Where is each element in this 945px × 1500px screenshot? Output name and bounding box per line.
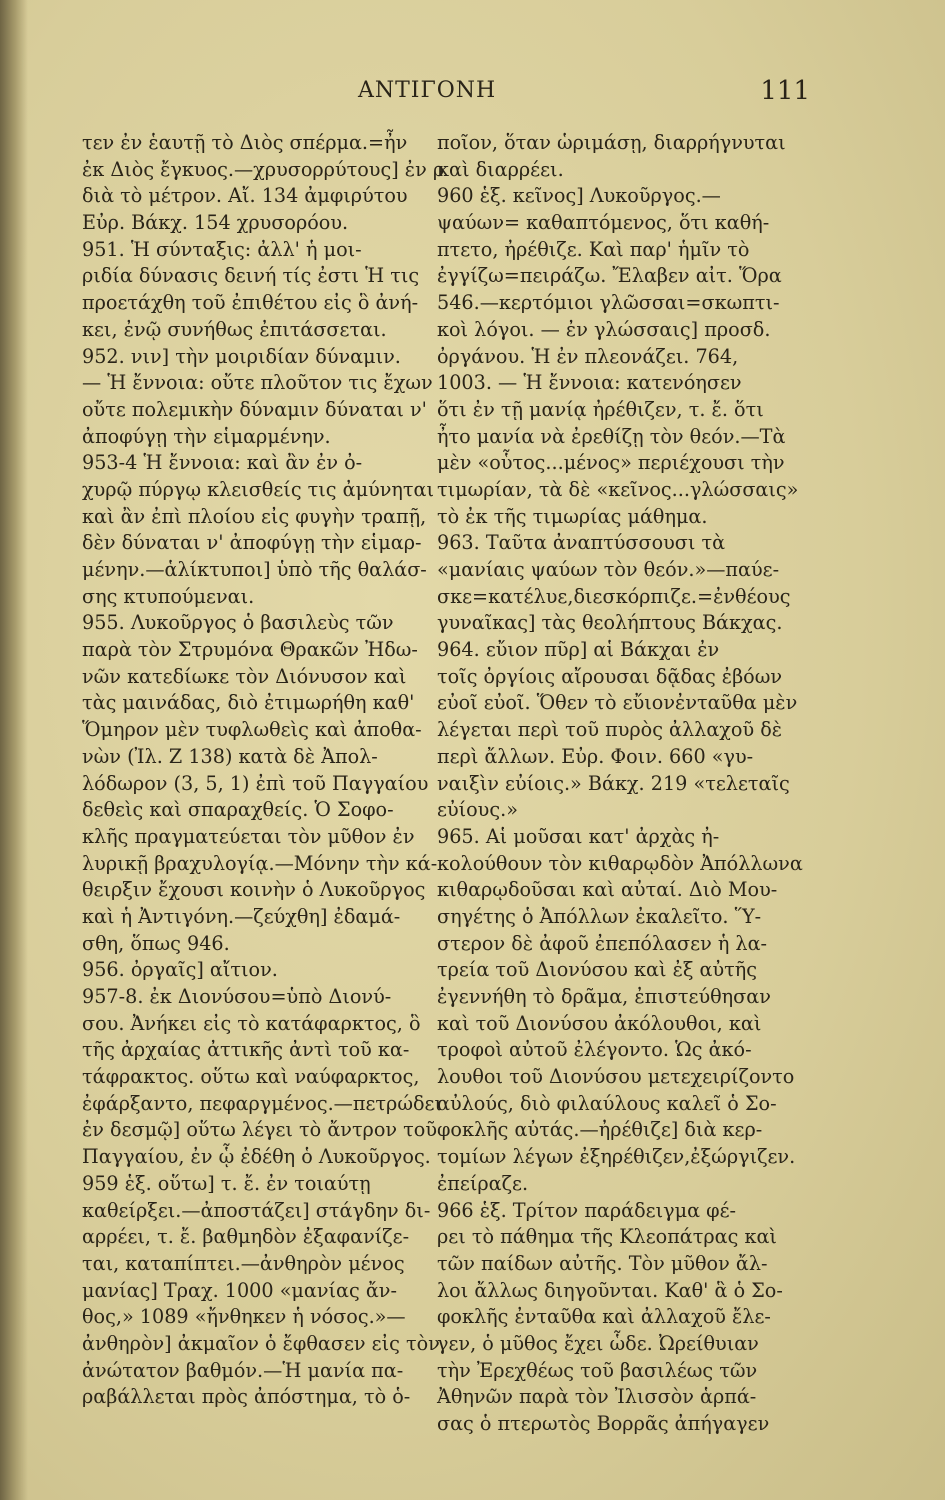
text-line: ρει τὸ πάθημα τῆς Κλεοπάτρας καὶ (437, 1225, 777, 1249)
text-line: καθείρξει.—ἀποστάζει] στάγδην δι- (82, 1198, 431, 1222)
text-line: καὶ διαρρέει. (437, 157, 564, 181)
text-line: 964. εὔιον πῦρ] αἱ Βάκχαι ἐν (437, 638, 720, 662)
text-line: σας ὁ πτερωτὸς Βορρᾶς ἀπήγαγεν (437, 1412, 770, 1435)
text-line: μανίας] Τραχ. 1000 «μανίας ἄν- (82, 1278, 397, 1302)
page-header (80, 78, 810, 110)
text-line: σκε=κατέλυε,διεσκόρπιζε.=ἐνθέους (437, 584, 791, 608)
text-line: Εὐρ. Βάκχ. 154 χρυσορόου. (82, 211, 349, 235)
text-line: θειρξιν ἔχουσι κοινὴν ὁ Λυκοῦργος (82, 878, 426, 902)
text-line: 1003. — Ἡ ἔννοια: κατενόησεν (437, 371, 742, 395)
text-line: τομίων λέγων ἐξηρέθιζεν,ἐξώργιζεν. (437, 1145, 796, 1169)
text-line: ἀνθηρὸν] ἀκμαῖον ὁ ἔφθασεν εἰς τὸν (82, 1331, 440, 1355)
text-line: τρεία τοῦ Διονύσου καὶ ἐξ αὐτῆς (437, 958, 758, 982)
text-line: φοκλῆς ἐνταῦθα καὶ ἀλλαχοῦ ἔλε- (437, 1305, 771, 1329)
text-line: ὀργάνου. Ἡ ἐν πλεονάζει. 764, (437, 344, 739, 368)
text-line: 952. νιν] τὴν μοιριδίαν δύναμιν. (82, 344, 401, 368)
text-line: κει, ἐνῷ συνήθως ἐπιτάσσεται. (82, 317, 387, 341)
text-line: Ὅμηρον μὲν τυφλωθεὶς καὶ ἀποθα- (82, 718, 422, 742)
text-line: κοὶ λόγοι. — ἐν γλώσσαις] προσδ. (437, 317, 771, 341)
text-line: 960 ἑξ. κεῖνος] Λυκοῦργος.— (437, 184, 721, 208)
text-line: γεν, ὁ μῦθος ἔχει ὧδε. Ὠρείθυιαν (437, 1331, 759, 1355)
text-line: γυναῖκας] τὰς θεολήπτους Βάκχας. (437, 611, 783, 635)
text-line: ἦτο μανία νὰ ἐρεθίζῃ τὸν θεόν.—Τὰ (437, 424, 786, 448)
running-title: ΑΝΤΙΓΟΝΗ (358, 78, 497, 103)
text-line: στερον δὲ ἀφοῦ ἐπεπόλασεν ἡ λα- (437, 931, 768, 955)
text-line: φοκλῆς αὐτάς.—ἠρέθιζε] διὰ κερ- (437, 1118, 763, 1142)
text-line: 956. ὀργαῖς] αἴτιον. (82, 958, 278, 982)
text-line: ται, καταπίπτει.—ἀνθηρὸν μένος (82, 1251, 405, 1275)
text-line: Ἀθηνῶν παρὰ τὸν Ἰλισσὸν ἁρπά- (437, 1385, 757, 1409)
text-line: 951. Ἡ σύνταξις: ἀλλ' ἡ μοι- (82, 237, 362, 261)
text-line: σης κτυπούμεναι. (82, 584, 255, 608)
left-column (82, 130, 445, 1411)
text-line: τῆς ἀρχαίας ἀττικῆς ἀντὶ τοῦ κα- (82, 1038, 410, 1062)
text-line: 953-4 Ἡ ἔννοια: καὶ ἂν ἐν ὀ- (82, 451, 363, 475)
text-line: 546.—κερτόμιοι γλῶσσαι=σκωπτι- (437, 291, 780, 315)
text-line: τάφρακτος. οὕτω καὶ ναύφαρκτος, (82, 1065, 420, 1089)
text-line: τιμωρίαν, τὰ δὲ «κεῖνος...γλώσσαις» (437, 477, 799, 501)
text-line: «μανίαις ψαύων τὸν θεόν.»—παύε- (437, 558, 780, 581)
text-line: 955. Λυκοῦργος ὁ βασιλεὺς τῶν (82, 611, 394, 635)
page-number: 111 (760, 76, 810, 106)
text-line: παρὰ τὸν Στρυμόνα Θρακῶν Ἠδω- (82, 638, 418, 662)
text-line: Παγγαίου, ἐν ᾧ ἐδέθη ὁ Λυκοῦργος. (82, 1145, 431, 1169)
text-line: νῶν κατεδίωκε τὸν Διόνυσον καὶ (82, 664, 407, 688)
text-line: — Ἡ ἔννοια: οὔτε πλοῦτον τις ἔχων (82, 371, 433, 395)
page-binding-shadow (0, 0, 28, 1500)
text-line: αρρέει, τ. ἔ. βαθμηδὸν ἐξαφανίζε- (82, 1225, 410, 1249)
text-line: 965. Αἱ μοῦσαι κατ' ἀρχὰς ἠ- (437, 824, 720, 848)
text-line: ναιξὶν εὐίοις.» Βάκχ. 219 «τελεταῖς (437, 771, 790, 795)
text-line: τροφοὶ αὐτοῦ ἐλέγοντο. Ὡς ἀκό- (437, 1038, 752, 1062)
text-line: περὶ ἄλλων. Εὐρ. Φοιν. 660 «γυ- (437, 744, 754, 768)
text-line: ἀποφύγῃ τὴν εἱμαρμένην. (82, 424, 331, 448)
text-line: τῶν παίδων αὐτῆς. Τὸν μῦθον ἄλ- (437, 1251, 768, 1275)
text-line: λόδωρον (3, 5, 1) ἐπὶ τοῦ Παγγαίου (82, 771, 429, 795)
text-line: 966 ἑξ. Τρίτον παράδειγμα φέ- (437, 1198, 736, 1222)
text-line: ἐν δεσμῷ] οὕτω λέγει τὸ ἄντρον τοῦ (82, 1118, 437, 1142)
text-line: ὅτι ἐν τῇ μανίᾳ ἠρέθιζεν, τ. ἔ. ὅτι (437, 397, 764, 421)
text-line: κλῆς πραγματεύεται τὸν μῦθον ἐν (82, 824, 415, 848)
text-line: νὼν (Ἰλ. Ζ 138) κατὰ δὲ Ἀπολ- (82, 744, 378, 768)
text-line: καὶ ἡ Ἀντιγόνη.—ζεύχθη] ἐδαμά- (82, 904, 401, 928)
text-line: ἐκ Διὸς ἔγκυος.—χρυσορρύτους] ἐν ρ (82, 157, 445, 181)
text-line: προετάχθη τοῦ ἐπιθέτου εἰς ὃ ἀνή- (82, 291, 419, 315)
text-line: ἐφάρξαντο, πεφαργμένος.—πετρώδει (82, 1091, 442, 1115)
text-line: ἀνώτατον βαθμόν.—Ἡ μανία πα- (82, 1358, 404, 1382)
text-line: 959 ἑξ. οὕτω] τ. ἔ. ἐν τοιαύτῃ (82, 1171, 371, 1195)
text-line: λοι ἄλλως διηγοῦνται. Καθ' ἃ ὁ Σο- (437, 1278, 783, 1302)
text-line: πτετο, ἠρέθιζε. Καὶ παρ' ἡμῖν τὸ (437, 237, 750, 261)
text-line: αὐλούς, διὸ φιλαύλους καλεῖ ὁ Σο- (437, 1091, 777, 1115)
text-line: 957-8. ἐκ Διονύσου=ὑπὸ Διονύ- (82, 985, 392, 1008)
text-line: οὔτε πολεμικὴν δύναμιν δύναται ν' (82, 397, 427, 421)
text-line: ἐπείραζε. (437, 1171, 529, 1195)
text-line: τοῖς ὀργίοις αἴρουσαι δᾷδας ἐβόων (437, 664, 783, 688)
text-line: ραβάλλεται πρὸς ἀπόστημα, τὸ ὁ- (82, 1385, 411, 1409)
text-line: μένην.—ἁλίκτυποι] ὑπὸ τῆς θαλάσ- (82, 558, 427, 581)
text-line: δεθεὶς καὶ σπαραχθείς. Ὁ Σοφο- (82, 798, 394, 822)
text-line: σου. Ἀνήκει εἰς τὸ κατάφαρκτος, ὃ (82, 1011, 421, 1035)
text-line: τὰς μαινάδας, διὸ ἐτιμωρήθη καθ' (82, 691, 415, 715)
text-line: ἐγεννήθη τὸ δρᾶμα, ἐπιστεύθησαν (437, 985, 771, 1008)
text-line: εὐοῖ εὐοῖ. Ὅθεν τὸ εὔιονἐνταῦθα μὲν (437, 691, 798, 715)
right-column (437, 130, 803, 1438)
text-line: ψαύων= καθαπτόμενος, ὅτι καθή- (437, 211, 770, 235)
text-line: καὶ τοῦ Διονύσου ἀκόλουθοι, καὶ (437, 1011, 762, 1035)
text-line: λέγεται περὶ τοῦ πυρὸς ἀλλαχοῦ δὲ (437, 718, 783, 742)
text-line: τεν ἐν ἑαυτῇ τὸ Διὸς σπέρμα.=ἦν (82, 131, 408, 154)
text-line: τὸ ἐκ τῆς τιμωρίας μάθημα. (437, 504, 708, 528)
text-line: λουθοι τοῦ Διονύσου μετεχειρίζοντο (437, 1065, 795, 1089)
text-line: διὰ τὸ μέτρον. Αἴ. 134 ἀμφιρύτου (82, 184, 408, 208)
text-line: κιθαρῳδοῦσαι καὶ αὐταί. Διὸ Μου- (437, 878, 778, 902)
text-line: 963. Ταῦτα ἀναπτύσσουσι τὰ (437, 531, 726, 555)
text-line: ἐγγίζω=πειράζω. Ἔλαβεν αἰτ. Ὅρα (437, 264, 782, 288)
text-line: καὶ ἂν ἐπὶ πλοίου εἰς φυγὴν τραπῇ, (82, 504, 427, 528)
text-line: θος,» 1089 «ἤνθηκεν ἡ νόσος.»— (82, 1305, 406, 1329)
text-line: χυρῷ πύργῳ κλεισθείς τις ἀμύνηται (82, 477, 434, 501)
text-line: μὲν «οὗτος...μένος» περιέχουσι τὴν (437, 451, 785, 475)
text-line: σθη, ὅπως 946. (82, 931, 230, 955)
text-line: σηγέτης ὁ Ἀπόλλων ἐκαλεῖτο. Ὕ- (437, 904, 762, 928)
text-line: ποῖον, ὅταν ὡριμάσῃ, διαρρήγνυται (437, 131, 786, 154)
text-line: εὐίους.» (437, 798, 518, 822)
text-line: δὲν δύναται ν' ἀποφύγῃ τὴν εἱμαρ- (82, 531, 422, 555)
text-line: τὴν Ἐρεχθέως τοῦ βασιλέως τῶν (437, 1358, 758, 1382)
text-line: ριδία δύνασις δεινή τίς ἐστι Ἡ τις (82, 264, 420, 288)
text-line: λυρικῇ βραχυλογίᾳ.—Μόνην τὴν κά- (82, 851, 438, 875)
text-line: κολούθουν τὸν κιθαρῳδὸν Ἀπόλλωνα (437, 851, 803, 875)
